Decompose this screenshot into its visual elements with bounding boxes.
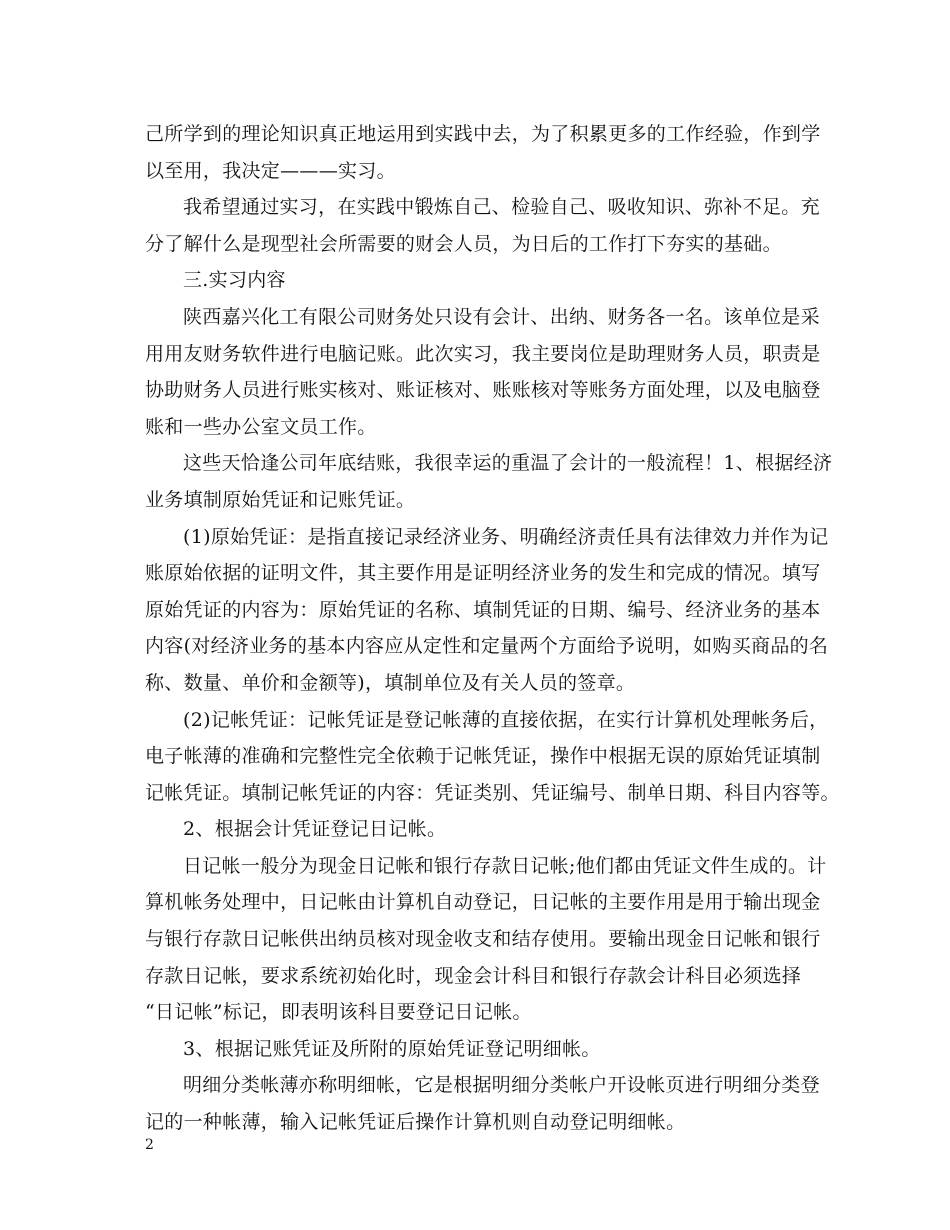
text-line: 内容(对经济业务的基本内容应从定性和定量两个方面给予说明，如购买商品的名 [145, 635, 829, 658]
paragraph-4 [145, 445, 833, 518]
text-line: 用用友财务软件进行电脑记账。此次实习，我主要岗位是助理财务人员，职责是 [145, 342, 821, 365]
text-line: 分了解什么是现型社会所需要的财会人员，为日后的工作打下夯实的基础。 [145, 232, 782, 255]
text-line: 日记帐一般分为现金日记帐和银行存款日记帐;他们都由凭证文件生成的。计 [183, 854, 827, 877]
text-line: 账原始依据的证明文件，其主要作用是证明经济业务的发生和完成的情况。填写 [145, 562, 821, 585]
list-item-2 [145, 811, 807, 848]
text-line: (2)记帐凭证：记帐凭证是登记帐薄的直接依据，在实行计算机处理帐务后， [183, 708, 829, 731]
text-line: 与银行存款日记帐供出纳员核对现金收支和结存使用。要输出现金日记帐和银行 [145, 928, 821, 951]
text-line: 以至用，我决定———实习。 [145, 159, 396, 182]
text-line: 算机帐务处理中，日记帐由计算机自动登记，日记帐的主要作用是用于输出现金 [145, 891, 821, 914]
text-line: 记的一种帐薄，输入记帐凭证后操作计算机则自动登记明细帐。 [145, 1111, 686, 1134]
paragraph-3 [145, 299, 821, 445]
text-line: 存款日记帐，要求系统初始化时，现金会计科目和银行存款会计科目必须选择 [145, 964, 802, 987]
text-line: 称、数量、单价和金额等)，填制单位及有关人员的签章。 [145, 671, 636, 694]
text-line: 账和一些办公室文员工作。 [145, 415, 377, 438]
text-line: 陕西嘉兴化工有限公司财务处只设有会计、出纳、财务各一名。该单位是采 [183, 305, 820, 328]
page-number: 2 [145, 1137, 154, 1153]
text-line: 己所学到的理论知识真正地运用到实践中去，为了积累更多的工作经验，作到学 [145, 123, 821, 145]
text-line: 3、根据记账凭证及所附的原始凭证登记明细帐。 [183, 1037, 601, 1060]
text-line: 记帐凭证。填制记帐凭证的内容：凭证类别、凭证编号、制单日期、科目内容等。 [145, 781, 840, 804]
list-item-3 [145, 1031, 807, 1068]
text-line: 这些天恰逢公司年底结账，我很幸运的重温了会计的一般流程！1、根据经济 [183, 452, 833, 475]
text-line: 业务填制原始凭证和记账凭证。 [145, 488, 416, 511]
text-line: 我希望通过实习，在实践中锻炼自己、检验自己、吸收知识、弥补不足。充 [183, 196, 820, 219]
text-line: 协助财务人员进行账实核对、账证核对、账账核对等账务方面处理，以及电脑登 [145, 379, 821, 402]
text-line: (1)原始凭证：是指直接记录经济业务、明确经济责任具有法律效力并作为记 [183, 525, 829, 548]
paragraph-5 [145, 519, 829, 702]
document-body [145, 116, 840, 1141]
paragraph-7 [145, 848, 827, 1031]
paragraph-6 [145, 702, 840, 812]
text-line: 明细分类帐薄亦称明细帐，它是根据明细分类帐户开设帐页进行明细分类登 [183, 1074, 820, 1097]
paragraph-1 [145, 116, 821, 189]
paragraph-8 [145, 1067, 820, 1140]
paragraph-2 [145, 189, 820, 262]
section-title: 三.实习内容 [183, 269, 286, 292]
text-line: 电子帐薄的准确和完整性完全依赖于记帐凭证，操作中根据无误的原始凭证填制 [145, 745, 821, 768]
section-heading [145, 262, 807, 299]
text-line: 2、根据会计凭证登记日记帐。 [183, 818, 447, 841]
text-line: “日记帐”标记，即表明该科目要登记日记帐。 [145, 1001, 532, 1024]
text-line: 原始凭证的内容为：原始凭证的名称、填制凭证的日期、编号、经济业务的基本 [145, 598, 821, 621]
